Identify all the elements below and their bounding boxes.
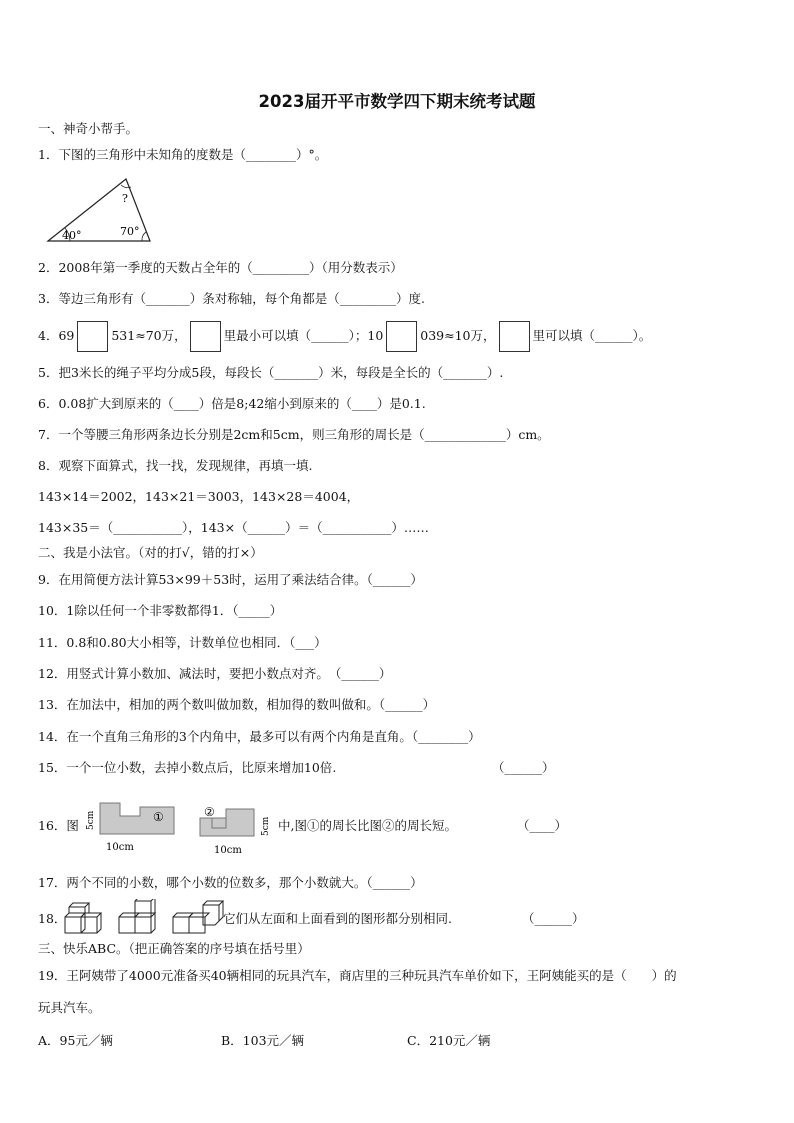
figure-shape-2	[196, 802, 280, 858]
triangle-figure	[44, 175, 156, 245]
question-3: 3．等边三角形有（_______）条对称轴，每个角都是（_________）度.	[38, 291, 425, 306]
question-8-blanks: 143×35＝（___________），143×（______）＝（___________）……	[38, 520, 429, 535]
angle-label-70: 70°	[120, 225, 140, 238]
option-b: B．103元／辆	[221, 1033, 305, 1048]
question-14: 14．在一个直角三角形的3个内角中，最多可以有两个内角是直角。（________）	[38, 729, 481, 744]
question-18: 它们从左面和上面看到的图形都分别相同.	[223, 911, 452, 926]
question-12: 12．用竖式计算小数加、减法时，要把小数点对齐。 （______）	[38, 666, 392, 681]
digit-box	[77, 321, 108, 352]
section-heading-2: 二、我是小法官。（对的打√，错的打×）	[38, 545, 263, 560]
section-heading-3: 三、快乐ABC。（把正确答案的序号填在括号里）	[38, 941, 310, 956]
question-1: 1．下图的三角形中未知角的度数是（________）°。	[38, 147, 328, 162]
option-a: A．95元／辆	[38, 1033, 113, 1048]
question-9: 9．在用简便方法计算53×99＋53时，运用了乘法结合律。（______）	[38, 572, 423, 587]
digit-box	[190, 321, 221, 352]
question-13: 13．在加法中，相加的两个数叫做加数，相加得的数叫做和。（______）	[38, 697, 436, 712]
cube-figures	[63, 899, 225, 935]
fig2-number: ②	[204, 805, 215, 819]
fig1-number: ①	[153, 810, 164, 824]
question-5: 5．把3米长的绳子平均分成5段，每段长（_______）米，每段是全长的（_______）.	[38, 365, 504, 380]
section-heading-1: 一、神奇小帮手。	[38, 121, 139, 136]
fig2-side-label: 5cm	[261, 816, 271, 836]
figure-shape-1	[80, 800, 178, 854]
question-15: 15．一个一位小数，去掉小数点后，比原来增加10倍.	[38, 760, 337, 775]
q4-part5: 里可以填（______）。	[532, 328, 652, 343]
question-11: 11．0.8和0.80大小相等，计数单位也相同．（___）	[38, 635, 327, 650]
question-19: 19．王阿姨带了4000元准备买40辆相同的玩具汽车，商店里的三种玩具汽车单价如下，王阿姨能买的是（ ）的	[38, 968, 677, 983]
question-8: 8．观察下面算式，找一找，发现规律，再填一填.	[38, 458, 313, 473]
q4-part2: 531≈70万，	[111, 328, 187, 343]
question-7: 7．一个等腰三角形两条边长分别是2cm和5cm，则三角形的周长是（_____________）cm。	[38, 427, 550, 442]
question-15-blank: （______）	[492, 760, 555, 775]
question-8-pattern: 143×14＝2002，143×21＝3003，143×28＝4004，	[38, 489, 360, 504]
q4-part4: 039≈10万，	[420, 328, 496, 343]
fig1-bottom-label: 10cm	[106, 842, 134, 853]
question-10: 10．1除以任何一个非零数都得1．（_____）	[38, 603, 283, 618]
question-16-blank: （____）	[517, 818, 568, 833]
question-4	[38, 320, 651, 352]
digit-box	[499, 321, 530, 352]
question-17: 17．两个不同的小数，哪个小数的位数多，那个小数就大。（______）	[38, 875, 423, 890]
q4-part1: 4．69	[38, 328, 75, 343]
question-18-blank: （______）	[522, 911, 585, 926]
q4-part3: 里最小可以填（______）；10	[223, 328, 384, 343]
question-2: 2．2008年第一季度的天数占全年的（_________）（用分数表示）	[38, 260, 403, 275]
angle-label-40: 40°	[62, 229, 82, 242]
question-16-start: 16．图	[38, 818, 79, 833]
question-18-start: 18．	[38, 911, 67, 926]
question-16: 中,图①的周长比图②的周长短。	[278, 818, 457, 833]
question-19-cont: 玩具汽车。	[38, 1000, 101, 1015]
fig1-side-label: 5cm	[86, 810, 96, 830]
angle-label-unknown: ?	[122, 192, 128, 205]
page-title: 2023届开平市数学四下期末统考试题	[258, 92, 536, 111]
digit-box	[386, 321, 417, 352]
question-6: 6．0.08扩大到原来的（____）倍是8;42缩小到原来的（____）是0.1.	[38, 396, 426, 411]
fig2-bottom-label: 10cm	[214, 845, 242, 856]
option-c: C．210元／辆	[407, 1033, 491, 1048]
